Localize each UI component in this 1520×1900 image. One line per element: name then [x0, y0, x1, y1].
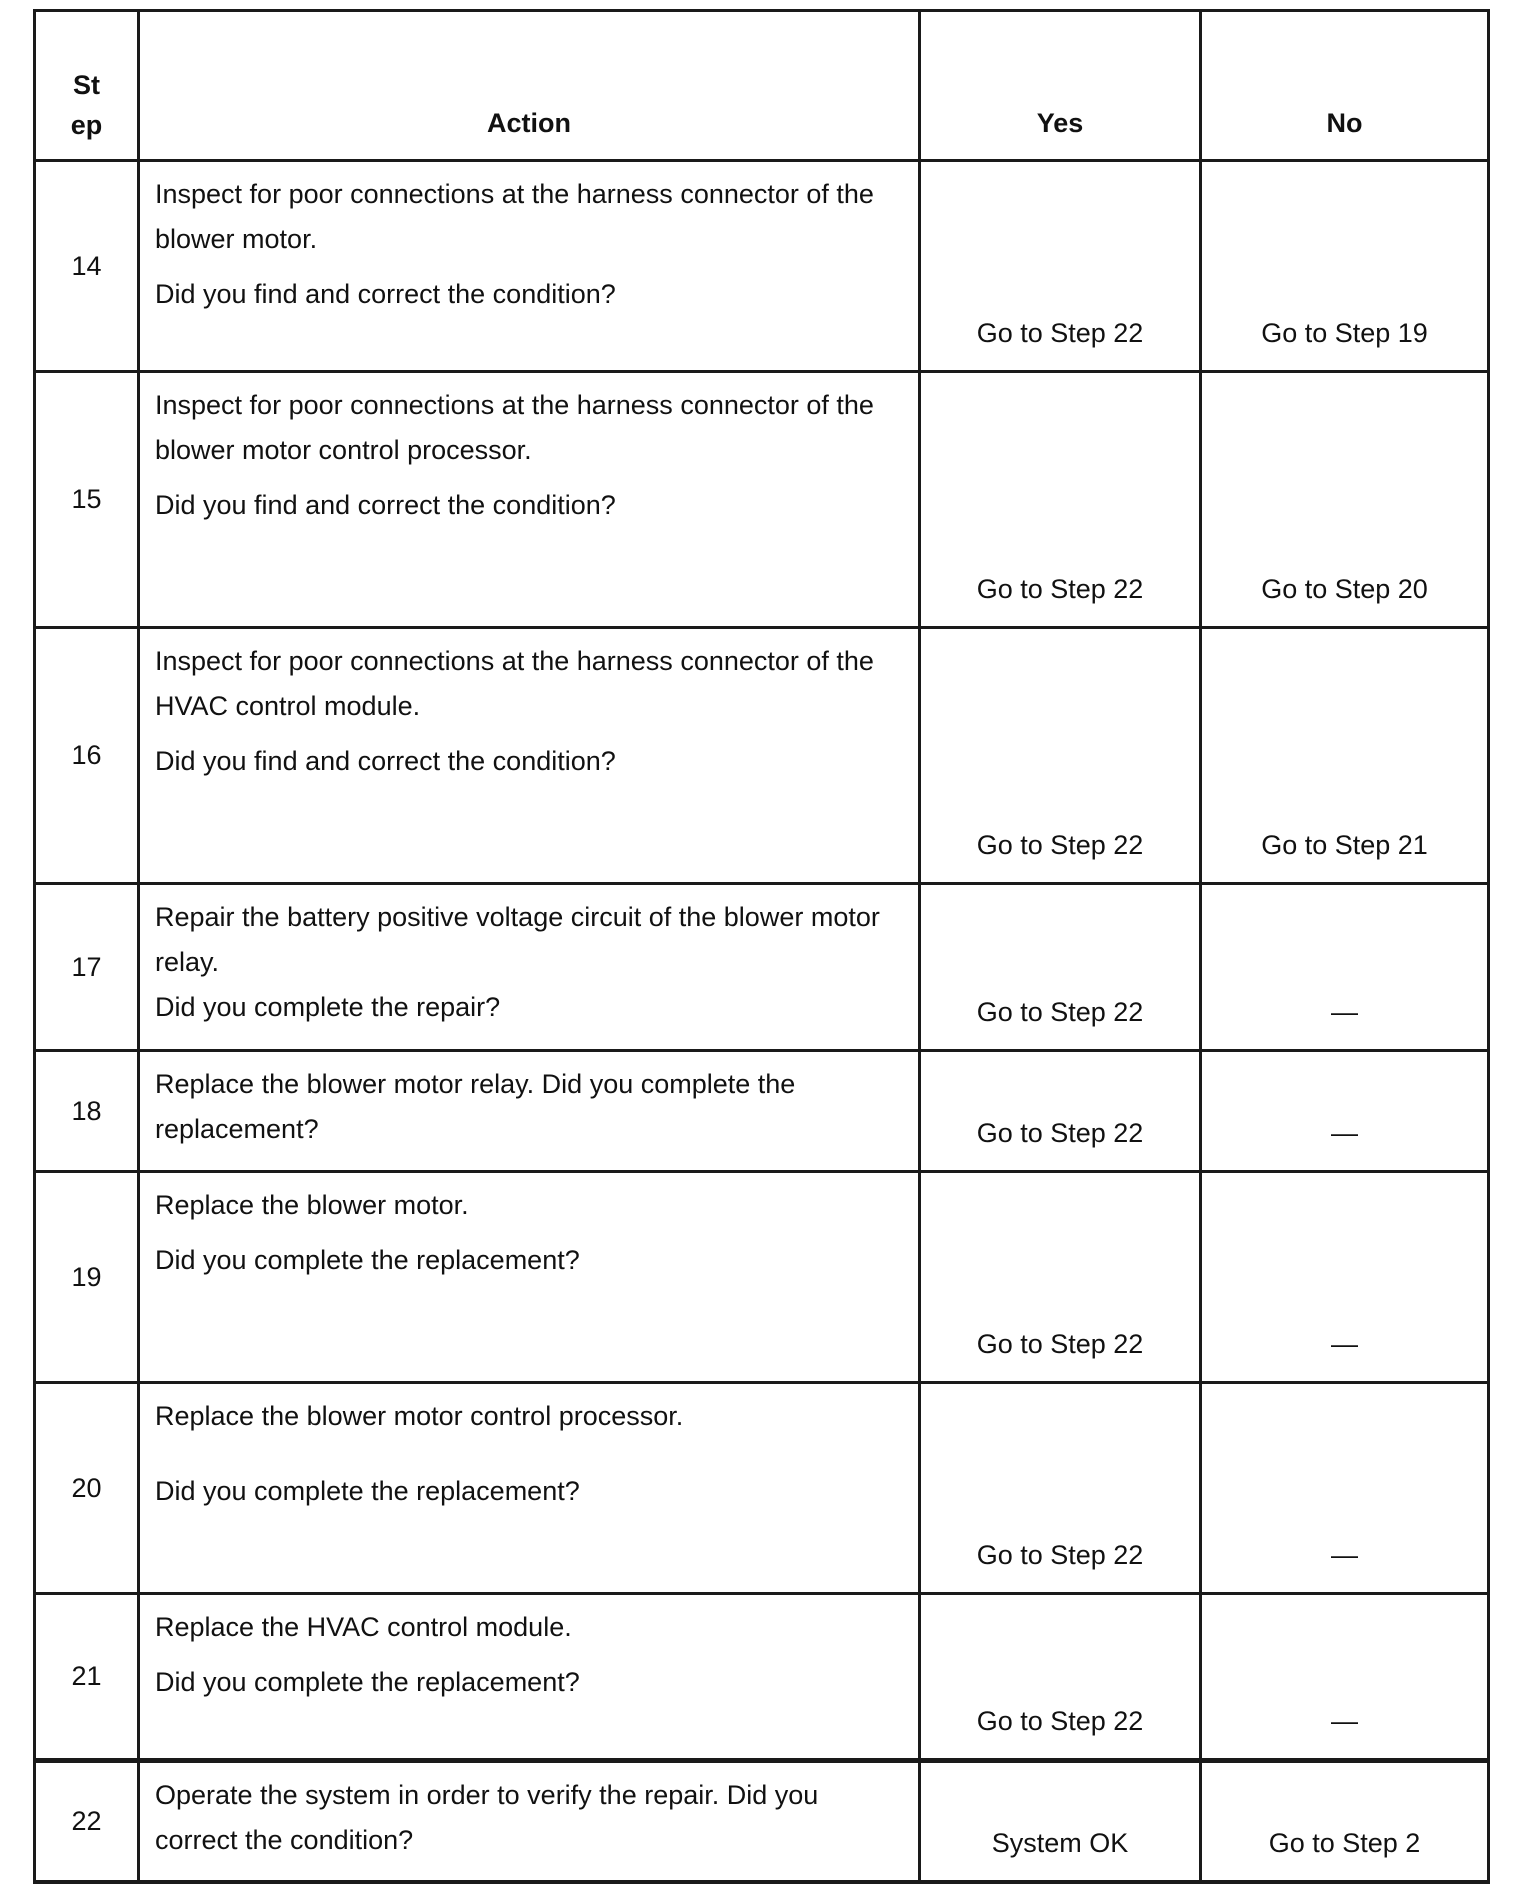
yes-cell: Go to Step 22	[920, 628, 1201, 884]
no-cell: Go to Step 2	[1201, 1761, 1489, 1882]
action-cell	[139, 1383, 920, 1594]
action-text: Replace the HVAC control module.	[155, 1612, 572, 1642]
action-text: Operate the system in order to verify the repair. Did you correct the condition?	[155, 1780, 819, 1855]
action-text: Inspect for poor connections at the harness connector of the HVAC control module.	[155, 646, 874, 721]
step-number: 21	[35, 1594, 139, 1761]
yes-cell: Go to Step 22	[920, 1172, 1201, 1383]
yes-cell: Go to Step 22	[920, 161, 1201, 372]
table-row	[35, 628, 1489, 884]
no-cell: Go to Step 21	[1201, 628, 1489, 884]
action-cell	[139, 372, 920, 628]
yes-cell: Go to Step 22	[920, 1594, 1201, 1761]
no-cell: Go to Step 19	[1201, 161, 1489, 372]
header-step-line2: ep	[70, 110, 103, 140]
step-number: 22	[35, 1761, 139, 1882]
action-question: Did you complete the repair?	[155, 992, 501, 1022]
header-yes: Yes	[920, 11, 1201, 161]
action-question: Did you find and correct the condition?	[155, 279, 616, 309]
action-question: Did you complete the replacement?	[155, 1245, 580, 1275]
step-number: 14	[35, 161, 139, 372]
diagnostic-table	[33, 9, 1490, 1884]
no-cell: —	[1201, 1383, 1489, 1594]
step-number: 20	[35, 1383, 139, 1594]
table-row	[35, 372, 1489, 628]
action-cell	[139, 1594, 920, 1761]
action-question: Did you complete the replacement?	[155, 1667, 580, 1697]
action-cell	[139, 628, 920, 884]
no-cell: —	[1201, 1594, 1489, 1761]
table-row	[35, 161, 1489, 372]
header-step	[35, 11, 139, 161]
action-cell	[139, 1051, 920, 1172]
action-text: Replace the blower motor control processor.	[155, 1401, 684, 1431]
table-row	[35, 1051, 1489, 1172]
yes-cell: Go to Step 22	[920, 1051, 1201, 1172]
no-cell: Go to Step 20	[1201, 372, 1489, 628]
header-action: Action	[139, 11, 920, 161]
action-text: Inspect for poor connections at the harness connector of the blower motor.	[155, 179, 874, 254]
table-row	[35, 884, 1489, 1051]
yes-cell: Go to Step 22	[920, 372, 1201, 628]
yes-cell: Go to Step 22	[920, 1383, 1201, 1594]
no-cell: —	[1201, 1051, 1489, 1172]
action-cell	[139, 1172, 920, 1383]
action-question: Did you complete the replacement?	[155, 1476, 580, 1506]
action-text: Replace the blower motor relay. Did you complete the replacement?	[155, 1069, 796, 1144]
no-cell: —	[1201, 884, 1489, 1051]
step-number: 15	[35, 372, 139, 628]
action-text: Repair the battery positive voltage circuit of the blower motor relay.	[155, 902, 880, 977]
yes-cell: System OK	[920, 1761, 1201, 1882]
step-number: 17	[35, 884, 139, 1051]
action-question: Did you find and correct the condition?	[155, 746, 616, 776]
action-text: Replace the blower motor.	[155, 1190, 469, 1220]
header-row	[35, 11, 1489, 161]
action-cell	[139, 884, 920, 1051]
table-row	[35, 1383, 1489, 1594]
action-cell	[139, 161, 920, 372]
step-number: 19	[35, 1172, 139, 1383]
action-text: Inspect for poor connections at the harness connector of the blower motor control processor.	[155, 390, 874, 465]
table-row	[35, 1172, 1489, 1383]
action-question: Did you find and correct the condition?	[155, 490, 616, 520]
action-cell	[139, 1761, 920, 1882]
table-row	[35, 1594, 1489, 1761]
yes-cell: Go to Step 22	[920, 884, 1201, 1051]
step-number: 16	[35, 628, 139, 884]
header-no: No	[1201, 11, 1489, 161]
table-row	[35, 1761, 1489, 1882]
step-number: 18	[35, 1051, 139, 1172]
header-step-line1: St	[73, 70, 100, 100]
no-cell: —	[1201, 1172, 1489, 1383]
